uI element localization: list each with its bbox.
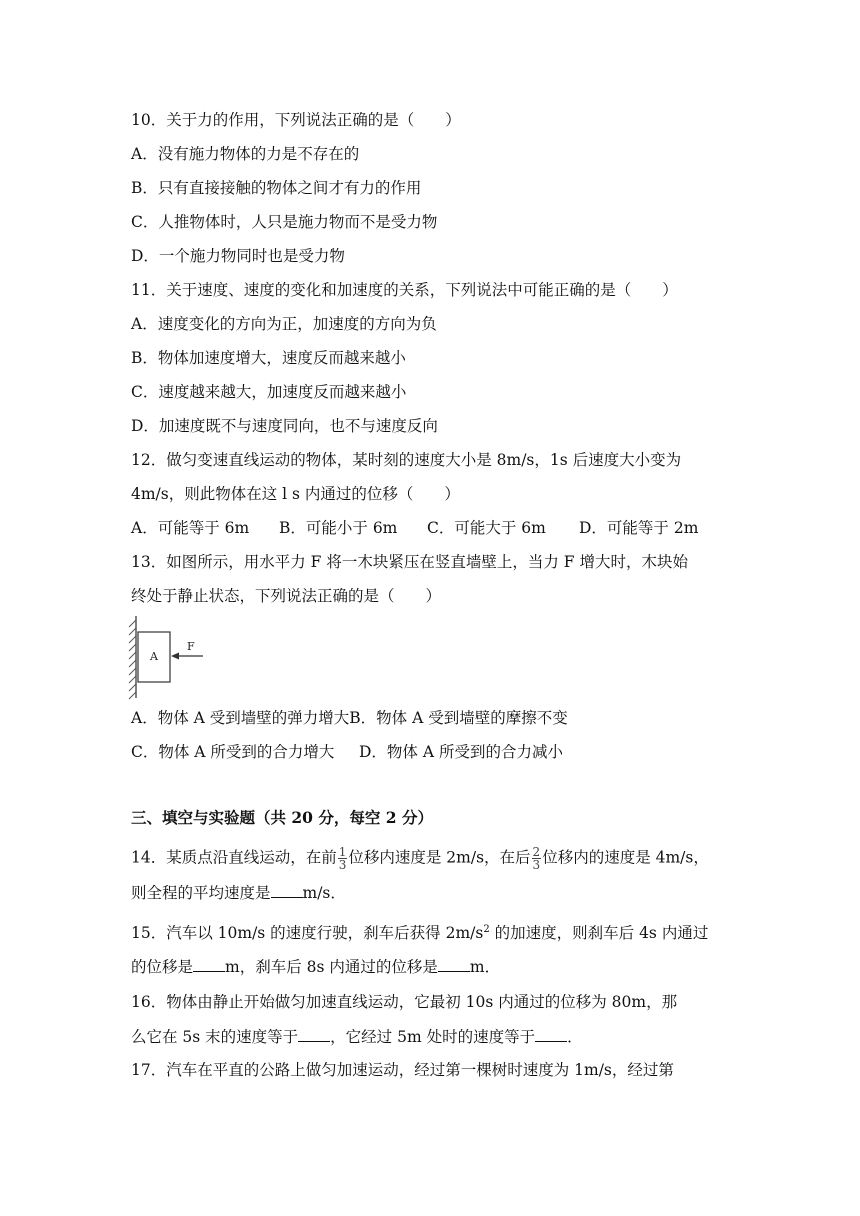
answer-blank[interactable] [298,1026,330,1042]
q14-line1 [131,846,709,871]
q10-option-d: D．一个施力物同时也是受力物 [131,247,345,265]
q13-options-row2 [131,742,563,762]
fraction-two-thirds: $\frac{2}{3}$ [532,845,541,872]
q14-text-2: 位移内速度是 2m/s，在后 [348,848,531,867]
q11-stem: 11．关于速度、速度的变化和加速度的关系，下列说法中可能正确的是（ ） [131,281,678,299]
q13-option-a: A．物体 A 受到墙壁的弹力增大 [131,709,350,727]
q13-option-b: B．物体 A 受到墙壁的摩擦不变 [349,709,568,727]
q15-line1: 15．汽车以 10m/s 的速度行驶，刹车后获得 $2m/s^2$ 的加速度，则刹车后 4s 内通过 [131,924,709,943]
q11-option-a: A．速度变化的方向为正，加速度的方向为负 [131,315,437,333]
wall-hatching [129,616,136,699]
q11-option-c: C．速度越来越大，加速度反而越来越小 [131,383,407,401]
q12-option-c: C．可能大于 6m [427,519,546,537]
force-arrow [171,653,203,660]
block-label: A [150,650,158,663]
answer-blank[interactable] [535,1026,567,1042]
q13-options-row1 [131,708,568,728]
q13-option-d: D．物体 A 所受到的合力减小 [359,743,563,761]
q13-option-c: C．物体 A 所受到的合力增大 [131,743,335,761]
q10-option-a: A．没有施力物体的力是不存在的 [131,145,360,163]
q14-text-1: 14．某质点沿直线运动，在前 [131,848,337,867]
q12-option-a: A．可能等于 6m [131,519,250,537]
q12-stem-line1: 12．做匀变速直线运动的物体，某时刻的速度大小是 8m/s，1s 后速度大小变为 [131,451,682,469]
wall-block-force-figure [125,614,209,700]
q12-options [131,518,698,538]
q12-stem-line2: 4m/s，则此物体在这 l s 内通过的位移（ ） [131,485,460,503]
q10-option-b: B．只有直接接触的物体之间才有力的作用 [131,179,422,197]
q13-stem-line1: 13．如图所示，用水平力 F 将一木块紧压在竖直墙壁上，当力 F 增大时，木块始 [131,553,688,571]
q16-line2: 么它在 5s 末的速度等于 ，它经过 5m 处时的速度等于 ． [131,1028,583,1046]
q16-line1: 16．物体由静止开始做匀加速直线运动，它最初 10s 内通过的位移为 80m，那 [131,993,678,1011]
q10-stem: 10．关于力的作用，下列说法正确的是（ ） [131,111,461,129]
q14-text-3: 位移内的速度是 4m/s， [542,848,709,867]
q10-option-c: C．人推物体时，人只是施力物而不是受力物 [131,213,438,231]
q12-option-d: D．可能等于 2m [579,519,699,537]
answer-blank[interactable] [271,882,303,898]
answer-blank[interactable] [438,956,470,972]
q11-option-d: D．加速度既不与速度同向，也不与速度反向 [131,417,438,435]
q15-line2: 的位移是 m，刹车后 8s 内通过的位移是 m． [131,958,501,976]
q17-line1: 17．汽车在平直的公路上做匀加速运动，经过第一棵树时速度为 1m/s，经过第 [131,1061,674,1079]
q14-line2: 则全程的平均速度是 m/s． [131,884,346,902]
section-title: 三、填空与实验题（共 20 分，每空 2 分） [131,808,433,827]
q11-option-b: B．物体加速度增大，速度反而越来越小 [131,349,406,367]
fraction-one-third: $\frac{1}{3}$ [338,845,347,872]
q12-option-b: B．可能小于 6m [279,519,398,537]
q13-stem-line2: 终处于静止状态，下列说法正确的是（ ） [131,587,442,605]
force-label: F [187,640,195,653]
answer-blank[interactable] [193,956,225,972]
